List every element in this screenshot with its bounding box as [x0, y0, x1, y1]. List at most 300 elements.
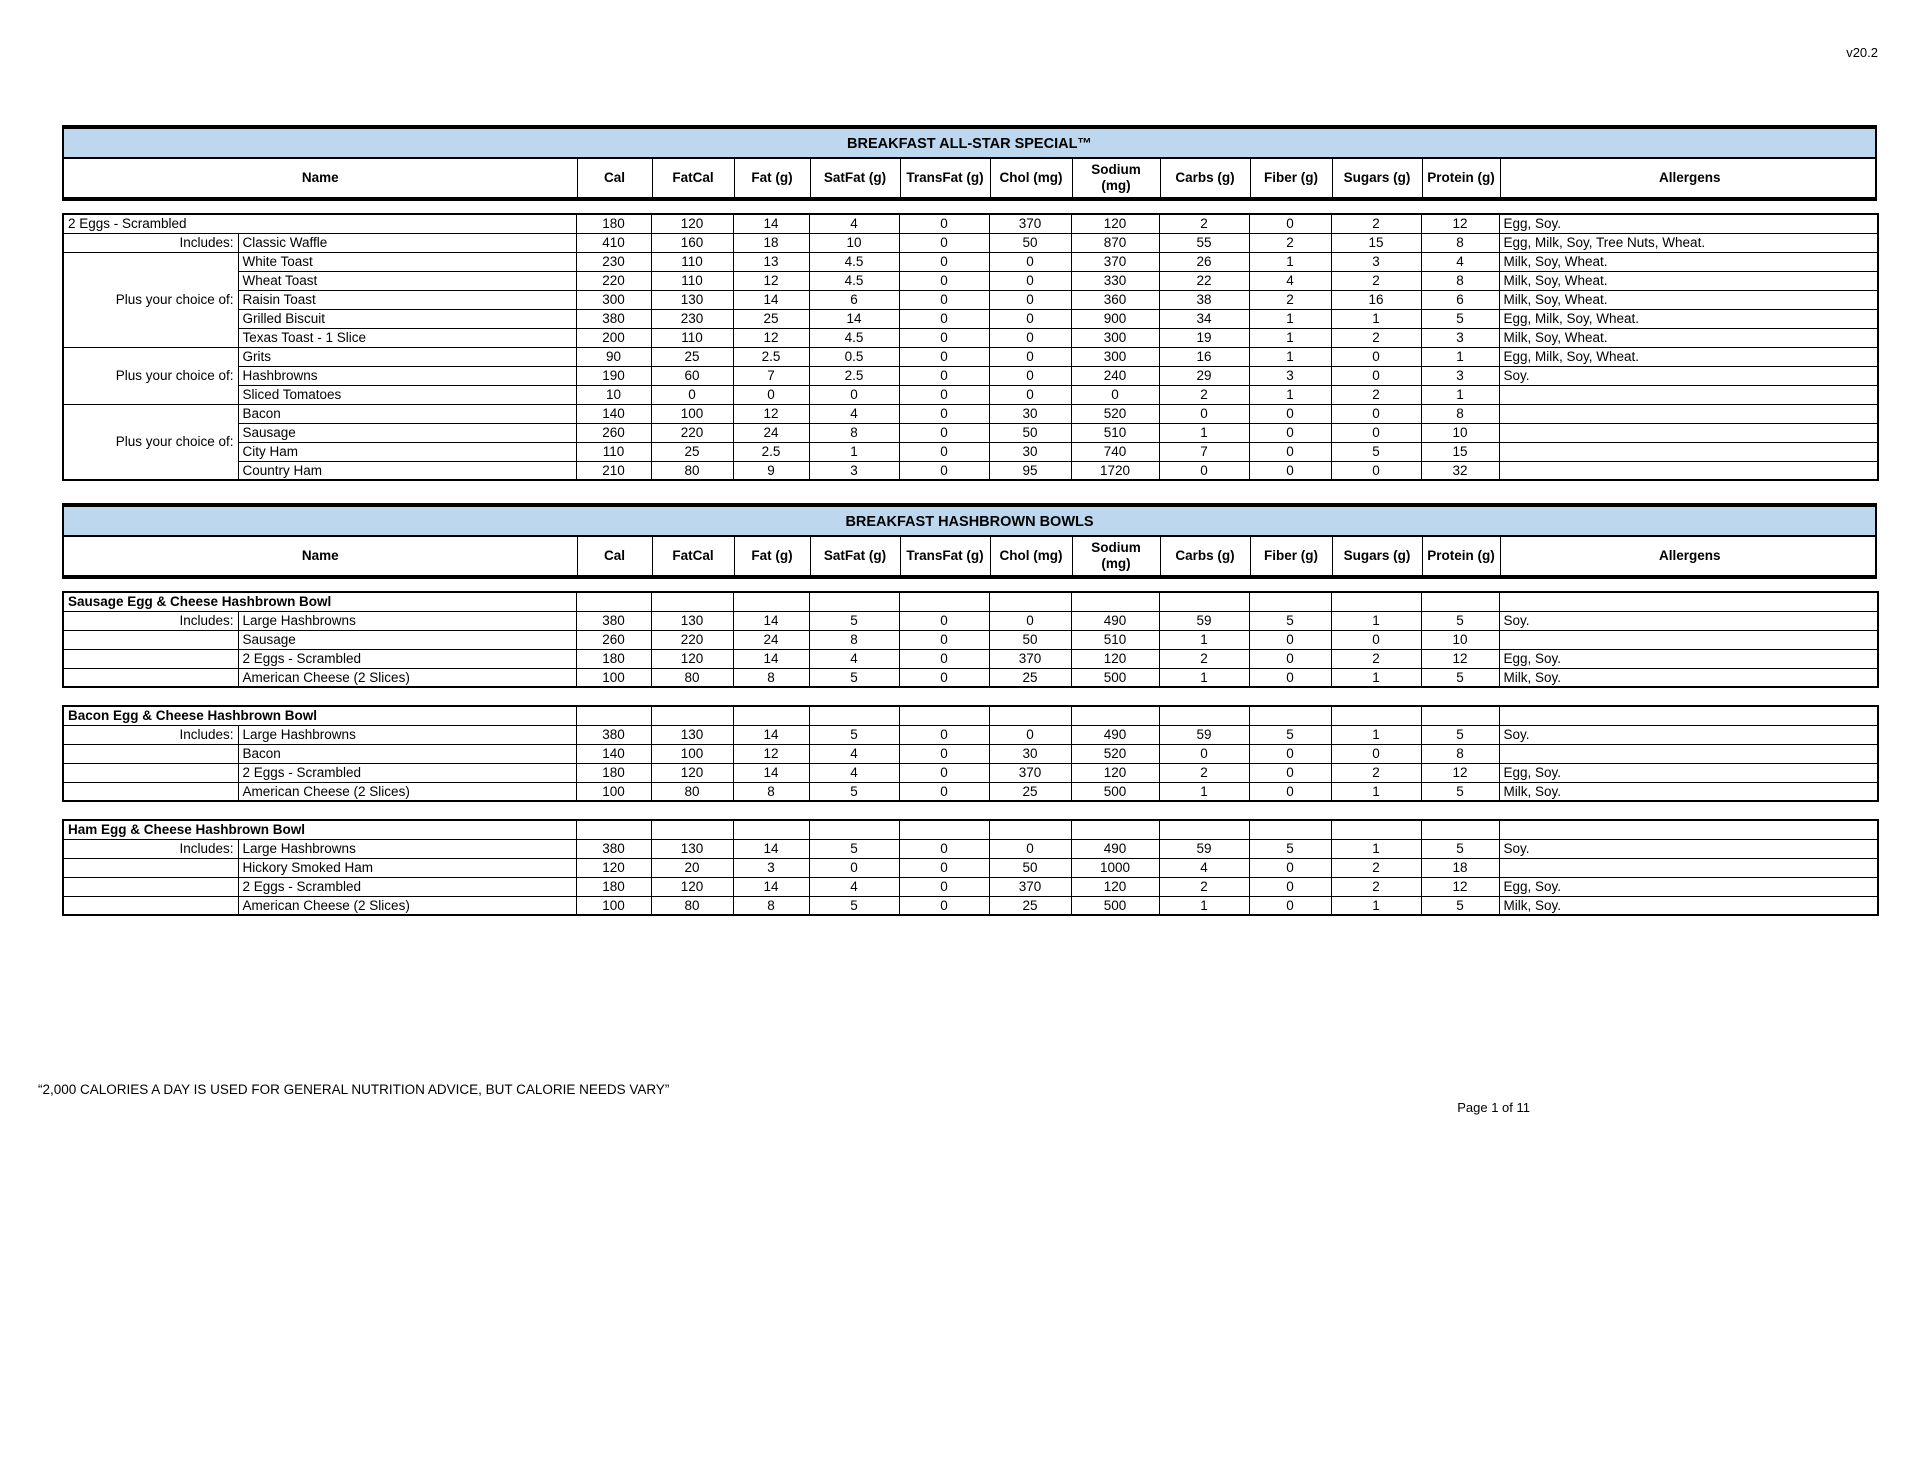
nutrition-value-cell — [989, 706, 1071, 725]
nutrition-value-cell: 0 — [1159, 461, 1249, 480]
nutrition-value-cell — [899, 592, 989, 611]
nutrition-value-cell: 30 — [989, 744, 1071, 763]
nutrition-row — [63, 309, 1878, 328]
nutrition-value-cell: 50 — [989, 423, 1071, 442]
nutrition-value-cell: 4 — [1159, 858, 1249, 877]
nutrition-row — [63, 858, 1878, 877]
col-header-fat: Fat (g) — [734, 537, 810, 575]
col-header-name: Name — [301, 548, 339, 564]
col-header-fatcal: FatCal — [652, 159, 734, 197]
nutrition-value-cell: 130 — [651, 725, 733, 744]
nutrition-value-cell: 14 — [733, 649, 809, 668]
nutrition-value-cell: 90 — [576, 347, 651, 366]
row-label-cell — [63, 649, 238, 668]
col-header-satfat: SatFat (g) — [810, 159, 900, 197]
nutrition-value-cell: 120 — [651, 649, 733, 668]
nutrition-value-cell: 12 — [1421, 649, 1499, 668]
nutrition-value-cell: 2 — [1331, 385, 1421, 404]
nutrition-value-cell: 1 — [1249, 347, 1331, 366]
nutrition-row — [63, 668, 1878, 687]
nutrition-value-cell: 2 — [1331, 214, 1421, 233]
section-title: BREAKFAST HASHBROWN BOWLS — [64, 507, 1875, 537]
nutrition-value-cell: 4.5 — [809, 271, 899, 290]
nutrition-value-cell: 80 — [651, 896, 733, 915]
nutrition-row — [63, 611, 1878, 630]
nutrition-value-cell: 0 — [899, 611, 989, 630]
nutrition-value-cell: 0 — [1249, 877, 1331, 896]
row-label-cell — [63, 896, 238, 915]
nutrition-value-cell: 110 — [651, 252, 733, 271]
nutrition-value-cell: 14 — [733, 877, 809, 896]
nutrition-value-cell: 0.5 — [809, 347, 899, 366]
item-name-cell: 2 Eggs - Scrambled — [63, 214, 576, 233]
nutrition-value-cell: 4 — [1421, 252, 1499, 271]
allergens-cell: Milk, Soy. — [1499, 896, 1878, 915]
nutrition-value-cell — [1071, 820, 1159, 839]
nutrition-value-cell: 100 — [576, 782, 651, 801]
nutrition-row — [63, 630, 1878, 649]
nutrition-value-cell: 500 — [1071, 896, 1159, 915]
nutrition-value-cell: 0 — [989, 309, 1071, 328]
item-name-cell: Wheat Toast — [238, 271, 576, 290]
nutrition-value-cell: 0 — [989, 252, 1071, 271]
nutrition-value-cell: 5 — [1249, 611, 1331, 630]
row-label-cell: Plus your choice of: — [63, 404, 238, 480]
nutrition-value-cell — [651, 820, 733, 839]
nutrition-value-cell: 6 — [809, 290, 899, 309]
nutrition-value-cell: 0 — [1159, 404, 1249, 423]
nutrition-value-cell: 190 — [576, 366, 651, 385]
bowl-title-row — [63, 706, 1878, 725]
nutrition-value-cell: 50 — [989, 858, 1071, 877]
nutrition-value-cell: 110 — [651, 271, 733, 290]
nutrition-value-cell: 4 — [1249, 271, 1331, 290]
nutrition-value-cell: 370 — [1071, 252, 1159, 271]
nutrition-value-cell: 0 — [1249, 668, 1331, 687]
nutrition-value-cell: 80 — [651, 782, 733, 801]
allergens-cell: Soy. — [1499, 839, 1878, 858]
nutrition-value-cell: 2 — [1159, 214, 1249, 233]
nutrition-value-cell: 0 — [1249, 744, 1331, 763]
nutrition-value-cell: 510 — [1071, 423, 1159, 442]
col-header-transfat: TransFat (g) — [900, 159, 990, 197]
nutrition-value-cell: 0 — [1071, 385, 1159, 404]
nutrition-value-cell: 1 — [1331, 309, 1421, 328]
nutrition-value-cell: 0 — [899, 858, 989, 877]
nutrition-value-cell: 2 — [1159, 877, 1249, 896]
col-header-protein: Protein (g) — [1422, 159, 1500, 197]
item-name-cell: 2 Eggs - Scrambled — [238, 877, 576, 896]
nutrition-table-ham-bowl — [62, 819, 1879, 916]
nutrition-value-cell: 0 — [899, 649, 989, 668]
item-name-cell: American Cheese (2 Slices) — [238, 896, 576, 915]
nutrition-value-cell — [1421, 820, 1499, 839]
row-label-cell: Includes: — [63, 839, 238, 858]
nutrition-value-cell: 1 — [1249, 309, 1331, 328]
nutrition-value-cell: 2 — [1159, 763, 1249, 782]
nutrition-value-cell: 120 — [651, 214, 733, 233]
section-breakfast-all-star-special — [62, 125, 1877, 481]
nutrition-value-cell: 3 — [733, 858, 809, 877]
nutrition-value-cell: 12 — [1421, 763, 1499, 782]
nutrition-value-cell: 370 — [989, 214, 1071, 233]
nutrition-row — [63, 649, 1878, 668]
item-name-cell: 2 Eggs - Scrambled — [238, 763, 576, 782]
nutrition-value-cell: 5 — [809, 782, 899, 801]
nutrition-value-cell: 25 — [651, 442, 733, 461]
row-label-cell — [63, 744, 238, 763]
nutrition-value-cell: 1 — [1331, 896, 1421, 915]
nutrition-row — [63, 385, 1878, 404]
nutrition-value-cell: 0 — [899, 782, 989, 801]
nutrition-value-cell: 22 — [1159, 271, 1249, 290]
nutrition-row — [63, 366, 1878, 385]
nutrition-value-cell: 7 — [1159, 442, 1249, 461]
column-header-table — [64, 537, 1879, 575]
nutrition-value-cell — [1071, 706, 1159, 725]
nutrition-value-cell: 100 — [651, 404, 733, 423]
nutrition-value-cell: 0 — [899, 328, 989, 347]
nutrition-value-cell: 5 — [1421, 896, 1499, 915]
nutrition-value-cell: 12 — [733, 271, 809, 290]
nutrition-value-cell: 10 — [1421, 630, 1499, 649]
col-header-sodium: Sodium (mg) — [1072, 537, 1160, 575]
allergens-cell — [1499, 385, 1878, 404]
nutrition-value-cell: 0 — [1249, 214, 1331, 233]
nutrition-value-cell: 300 — [1071, 328, 1159, 347]
nutrition-value-cell — [809, 592, 899, 611]
nutrition-value-cell: 3 — [1421, 366, 1499, 385]
nutrition-value-cell: 25 — [989, 782, 1071, 801]
nutrition-value-cell: 0 — [899, 668, 989, 687]
item-name-cell: Large Hashbrowns — [238, 611, 576, 630]
nutrition-value-cell — [1421, 706, 1499, 725]
nutrition-value-cell: 220 — [651, 423, 733, 442]
nutrition-value-cell: 370 — [989, 877, 1071, 896]
nutrition-value-cell: 0 — [899, 763, 989, 782]
allergens-cell — [1499, 423, 1878, 442]
nutrition-value-cell — [1331, 706, 1421, 725]
bowl-title-row — [63, 592, 1878, 611]
nutrition-value-cell — [899, 820, 989, 839]
nutrition-value-cell: 1 — [1421, 385, 1499, 404]
allergens-cell: Milk, Soy, Wheat. — [1499, 271, 1878, 290]
nutrition-value-cell: 300 — [576, 290, 651, 309]
nutrition-value-cell — [733, 706, 809, 725]
nutrition-value-cell: 1 — [1249, 385, 1331, 404]
allergens-cell — [1499, 744, 1878, 763]
nutrition-value-cell: 8 — [733, 782, 809, 801]
bowl-title-row — [63, 820, 1878, 839]
nutrition-value-cell: 5 — [1421, 668, 1499, 687]
nutrition-value-cell: 55 — [1159, 233, 1249, 252]
nutrition-value-cell: 0 — [989, 725, 1071, 744]
nutrition-value-cell: 0 — [1249, 858, 1331, 877]
col-header-cal: Cal — [577, 159, 652, 197]
nutrition-value-cell: 0 — [989, 839, 1071, 858]
nutrition-value-cell — [1249, 820, 1331, 839]
nutrition-value-cell: 490 — [1071, 839, 1159, 858]
nutrition-row — [63, 839, 1878, 858]
col-header-satfat: SatFat (g) — [810, 537, 900, 575]
nutrition-value-cell: 0 — [899, 404, 989, 423]
nutrition-value-cell: 0 — [1331, 347, 1421, 366]
item-name-cell: Classic Waffle — [238, 233, 576, 252]
nutrition-value-cell: 9 — [733, 461, 809, 480]
col-header-transfat: TransFat (g) — [900, 537, 990, 575]
nutrition-value-cell: 20 — [651, 858, 733, 877]
nutrition-value-cell: 15 — [1421, 442, 1499, 461]
row-label-cell: Includes: — [63, 611, 238, 630]
column-header-table — [64, 159, 1879, 197]
nutrition-value-cell: 14 — [733, 611, 809, 630]
row-label-cell: Includes: — [63, 725, 238, 744]
nutrition-row — [63, 233, 1878, 252]
document-page — [62, 125, 1877, 916]
bowl-title-cell: Ham Egg & Cheese Hashbrown Bowl — [63, 820, 576, 839]
nutrition-value-cell: 220 — [651, 630, 733, 649]
nutrition-value-cell: 1 — [1159, 896, 1249, 915]
nutrition-value-cell: 3 — [1331, 252, 1421, 271]
row-label-cell: Plus your choice of: — [63, 347, 238, 404]
nutrition-value-cell: 19 — [1159, 328, 1249, 347]
nutrition-value-cell: 16 — [1159, 347, 1249, 366]
row-label-cell — [63, 782, 238, 801]
item-name-cell: City Ham — [238, 442, 576, 461]
nutrition-value-cell: 180 — [576, 649, 651, 668]
allergens-cell — [1499, 442, 1878, 461]
nutrition-value-cell: 0 — [1249, 763, 1331, 782]
nutrition-value-cell: 110 — [576, 442, 651, 461]
nutrition-value-cell: 14 — [733, 290, 809, 309]
nutrition-value-cell: 32 — [1421, 461, 1499, 480]
nutrition-value-cell: 10 — [576, 385, 651, 404]
nutrition-value-cell: 120 — [1071, 763, 1159, 782]
nutrition-value-cell: 5 — [1249, 725, 1331, 744]
nutrition-value-cell: 0 — [899, 252, 989, 271]
nutrition-value-cell: 10 — [1421, 423, 1499, 442]
nutrition-value-cell: 5 — [809, 839, 899, 858]
nutrition-value-cell — [576, 592, 651, 611]
item-name-cell: Bacon — [238, 404, 576, 423]
nutrition-value-cell: 3 — [1421, 328, 1499, 347]
nutrition-value-cell: 2.5 — [733, 442, 809, 461]
allergens-cell: Egg, Milk, Soy, Wheat. — [1499, 347, 1878, 366]
nutrition-value-cell — [899, 706, 989, 725]
nutrition-value-cell: 0 — [1331, 366, 1421, 385]
nutrition-value-cell — [576, 706, 651, 725]
nutrition-value-cell: 0 — [651, 385, 733, 404]
nutrition-value-cell — [1421, 592, 1499, 611]
nutrition-value-cell: 24 — [733, 423, 809, 442]
nutrition-value-cell: 5 — [809, 725, 899, 744]
nutrition-row — [63, 328, 1878, 347]
nutrition-value-cell — [651, 706, 733, 725]
column-header-row — [64, 159, 1879, 197]
nutrition-value-cell: 0 — [899, 347, 989, 366]
allergens-cell — [1499, 820, 1878, 839]
col-header-name: Name — [301, 170, 339, 186]
row-label-cell — [63, 630, 238, 649]
item-name-cell: American Cheese (2 Slices) — [238, 782, 576, 801]
nutrition-value-cell: 120 — [651, 877, 733, 896]
nutrition-value-cell: 120 — [1071, 649, 1159, 668]
nutrition-value-cell: 4 — [809, 744, 899, 763]
allergens-cell: Milk, Soy, Wheat. — [1499, 290, 1878, 309]
calorie-disclaimer: “2,000 CALORIES A DAY IS USED FOR GENERAL NUTRITION ADVICE, BUT CALORIE NEEDS VARY” — [38, 1082, 670, 1097]
nutrition-value-cell: 0 — [899, 214, 989, 233]
nutrition-value-cell: 130 — [651, 611, 733, 630]
col-header-cal: Cal — [577, 537, 652, 575]
allergens-cell: Egg, Milk, Soy, Tree Nuts, Wheat. — [1499, 233, 1878, 252]
nutrition-value-cell — [989, 820, 1071, 839]
nutrition-row — [63, 442, 1878, 461]
nutrition-value-cell: 210 — [576, 461, 651, 480]
nutrition-value-cell — [733, 592, 809, 611]
nutrition-value-cell: 13 — [733, 252, 809, 271]
item-name-cell: 2 Eggs - Scrambled — [238, 649, 576, 668]
col-header-fat: Fat (g) — [734, 159, 810, 197]
nutrition-value-cell — [651, 592, 733, 611]
section-breakfast-hashbrown-bowls — [62, 503, 1877, 916]
nutrition-value-cell: 0 — [989, 290, 1071, 309]
item-name-cell: White Toast — [238, 252, 576, 271]
nutrition-value-cell: 50 — [989, 233, 1071, 252]
nutrition-value-cell: 0 — [899, 461, 989, 480]
nutrition-value-cell: 5 — [1331, 442, 1421, 461]
nutrition-value-cell: 2.5 — [733, 347, 809, 366]
nutrition-value-cell: 0 — [989, 366, 1071, 385]
nutrition-value-cell: 0 — [899, 877, 989, 896]
nutrition-value-cell: 0 — [809, 858, 899, 877]
item-name-cell: Large Hashbrowns — [238, 839, 576, 858]
nutrition-value-cell: 1 — [1159, 668, 1249, 687]
nutrition-value-cell: 500 — [1071, 782, 1159, 801]
nutrition-value-cell: 1 — [1249, 328, 1331, 347]
nutrition-value-cell: 34 — [1159, 309, 1249, 328]
nutrition-value-cell: 8 — [809, 630, 899, 649]
nutrition-value-cell: 25 — [733, 309, 809, 328]
nutrition-table-sausage-bowl — [62, 591, 1879, 688]
nutrition-value-cell: 95 — [989, 461, 1071, 480]
nutrition-value-cell: 490 — [1071, 611, 1159, 630]
nutrition-value-cell: 120 — [651, 763, 733, 782]
nutrition-value-cell: 0 — [989, 385, 1071, 404]
nutrition-value-cell: 0 — [1249, 423, 1331, 442]
nutrition-value-cell: 8 — [1421, 271, 1499, 290]
nutrition-value-cell: 59 — [1159, 611, 1249, 630]
nutrition-row — [63, 423, 1878, 442]
nutrition-value-cell: 110 — [651, 328, 733, 347]
nutrition-value-cell: 230 — [576, 252, 651, 271]
nutrition-value-cell: 180 — [576, 214, 651, 233]
nutrition-row — [63, 896, 1878, 915]
nutrition-value-cell: 1 — [1331, 725, 1421, 744]
nutrition-value-cell: 510 — [1071, 630, 1159, 649]
nutrition-value-cell: 0 — [899, 725, 989, 744]
nutrition-value-cell: 5 — [1421, 725, 1499, 744]
allergens-cell: Egg, Soy. — [1499, 214, 1878, 233]
nutrition-value-cell: 260 — [576, 630, 651, 649]
nutrition-value-cell: 0 — [1159, 744, 1249, 763]
allergens-cell: Egg, Soy. — [1499, 649, 1878, 668]
nutrition-value-cell — [733, 820, 809, 839]
allergens-cell: Soy. — [1499, 366, 1878, 385]
nutrition-row — [63, 763, 1878, 782]
nutrition-table-bacon-bowl — [62, 705, 1879, 802]
nutrition-value-cell: 0 — [899, 271, 989, 290]
nutrition-value-cell: 360 — [1071, 290, 1159, 309]
allergens-cell: Egg, Milk, Soy, Wheat. — [1499, 309, 1878, 328]
col-header-chol: Chol (mg) — [990, 159, 1072, 197]
nutrition-value-cell: 4.5 — [809, 252, 899, 271]
nutrition-value-cell: 0 — [1249, 649, 1331, 668]
nutrition-value-cell: 3 — [809, 461, 899, 480]
nutrition-value-cell: 10 — [809, 233, 899, 252]
nutrition-value-cell: 3 — [1249, 366, 1331, 385]
nutrition-value-cell: 8 — [1421, 404, 1499, 423]
nutrition-value-cell: 0 — [1331, 630, 1421, 649]
nutrition-value-cell: 14 — [809, 309, 899, 328]
nutrition-value-cell: 4 — [809, 214, 899, 233]
nutrition-row — [63, 744, 1878, 763]
nutrition-table — [62, 213, 1879, 481]
nutrition-value-cell: 38 — [1159, 290, 1249, 309]
nutrition-value-cell: 26 — [1159, 252, 1249, 271]
allergens-cell — [1499, 404, 1878, 423]
nutrition-value-cell: 2 — [1331, 649, 1421, 668]
nutrition-value-cell: 1 — [1331, 839, 1421, 858]
allergens-cell: Milk, Soy. — [1499, 668, 1878, 687]
allergens-cell: Milk, Soy. — [1499, 782, 1878, 801]
allergens-cell: Milk, Soy, Wheat. — [1499, 252, 1878, 271]
nutrition-value-cell: 1720 — [1071, 461, 1159, 480]
nutrition-value-cell: 4 — [809, 649, 899, 668]
nutrition-value-cell: 0 — [899, 744, 989, 763]
nutrition-value-cell: 2 — [1331, 858, 1421, 877]
item-name-cell: Texas Toast - 1 Slice — [238, 328, 576, 347]
nutrition-value-cell: 5 — [1249, 839, 1331, 858]
nutrition-value-cell: 130 — [651, 290, 733, 309]
nutrition-value-cell: 260 — [576, 423, 651, 442]
nutrition-value-cell — [1331, 592, 1421, 611]
nutrition-row — [63, 404, 1878, 423]
item-name-cell: Bacon — [238, 744, 576, 763]
nutrition-value-cell: 0 — [1249, 782, 1331, 801]
nutrition-value-cell — [809, 820, 899, 839]
item-name-cell: Grilled Biscuit — [238, 309, 576, 328]
nutrition-value-cell: 200 — [576, 328, 651, 347]
nutrition-value-cell: 0 — [899, 630, 989, 649]
page-number: Page 1 of 11 — [1457, 1100, 1530, 1115]
nutrition-value-cell: 500 — [1071, 668, 1159, 687]
col-header-carbs: Carbs (g) — [1160, 537, 1250, 575]
allergens-cell — [1499, 630, 1878, 649]
nutrition-value-cell: 12 — [733, 328, 809, 347]
nutrition-value-cell: 0 — [899, 839, 989, 858]
col-header-sugars: Sugars (g) — [1332, 159, 1422, 197]
nutrition-value-cell — [1159, 706, 1249, 725]
col-header-carbs: Carbs (g) — [1160, 159, 1250, 197]
col-header-fiber: Fiber (g) — [1250, 159, 1332, 197]
nutrition-value-cell: 0 — [989, 611, 1071, 630]
nutrition-value-cell: 0 — [899, 385, 989, 404]
nutrition-row — [63, 725, 1878, 744]
nutrition-value-cell: 380 — [576, 309, 651, 328]
nutrition-value-cell: 0 — [1331, 461, 1421, 480]
nutrition-value-cell: 50 — [989, 630, 1071, 649]
nutrition-row — [63, 782, 1878, 801]
